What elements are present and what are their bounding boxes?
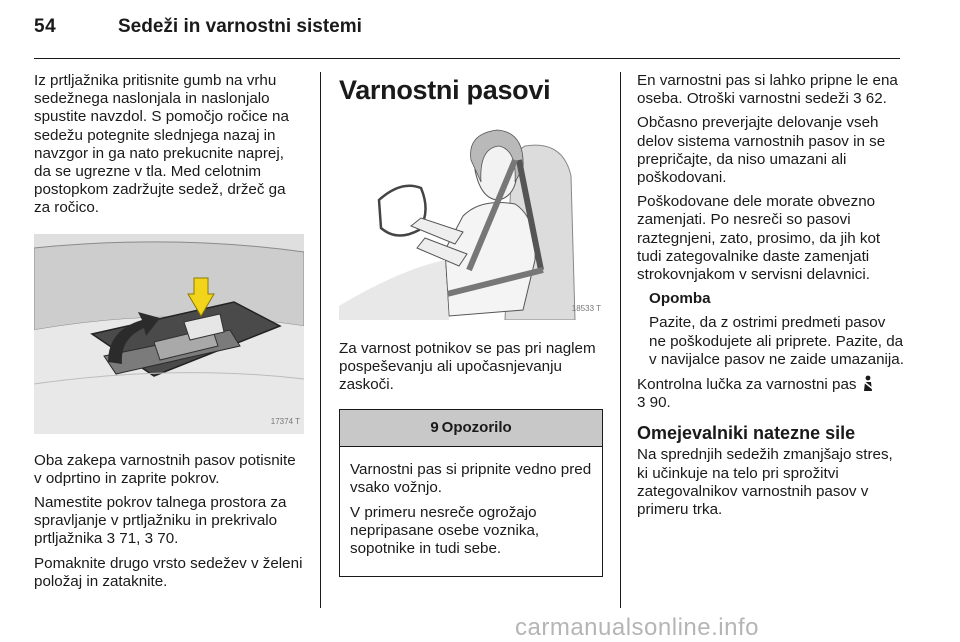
seatbelt-drawing [339, 120, 605, 320]
warning-text-2: V primeru nesreče ogrožajo nepripasane osebe voznika, sopotnike in tudi sebe. [350, 504, 540, 558]
seatbelt-paragraph-1: Za varnost potnikov se pas pri naglem pospeševanju ali upočasnjevanju zaskoči. [339, 340, 596, 394]
column-right [637, 72, 905, 525]
section-title: Sedeži in varnostni sistemi [118, 16, 362, 37]
warning-header [340, 410, 602, 447]
seatbelt-paragraph-2: En varnostni pas si lahko pripne le ena oseba. Otroški varnostni sedeži 3 62. [637, 72, 898, 108]
force-limiter-paragraph: Na sprednjih sedežih zmanjšajo stres, ki učinkuje na telo pri sprožitvi zategovalnikov varnostnih pasov v primeru trka. [637, 446, 893, 519]
seat-lever-illustration [34, 234, 304, 434]
watermark: carmanualsonline.info [515, 614, 759, 641]
note-text: Pazite, da z ostrimi predmeti pasov ne poškodujete ali priprete. Pazite, da v navijalce pasov ne zaide umazanija. [649, 314, 904, 368]
page-reference[interactable]: 3 71, 3 70. [106, 530, 179, 548]
instruction-paragraph-4: Pomaknite drugo vrsto sedežev v želeni položaj in zataknite. [34, 554, 303, 590]
seatbelt-illustration [339, 120, 605, 320]
figure-code: 18533 T [571, 303, 601, 313]
page-reference[interactable]: 3 62. [853, 90, 887, 108]
instruction-paragraph-2: Oba zakepa varnostnih pasov potisnite v odprtino in zaprite pokrov. [34, 451, 296, 487]
seatbelt-paragraph-3: Občasno preverjajte delovanje vseh delov sistema varnostnih pasov in se prepričajte, da niso umazani ali poškodovani. [637, 114, 886, 187]
seatbelt-warning-icon [861, 375, 875, 391]
figure-code: 17374 T [270, 417, 300, 427]
seatbelt-paragraph-5: Kontrolna lučka za varnostni pas 3 90. [637, 375, 905, 412]
page-reference[interactable]: 3 90. [637, 394, 671, 412]
instruction-paragraph-3: Namestite pokrov talnega prostora za spravljanje v prtljažniku in prekrivalo prtljažnika 3 71, 3 70. [34, 494, 287, 548]
heading-seat-belts: Varnostni pasovi [339, 75, 551, 105]
warning-triangle-icon: 9 [430, 418, 439, 436]
seatbelt-paragraph-4: Poškodovane dele morate obvezno zamenjati. Po nesreči so pasovi raztegnjeni, zato, prosimo, da jih kot tudi zategovalnike daste zamenjati strokovnjakom v servisni delavnici. [637, 193, 881, 284]
column-divider-1 [320, 72, 321, 608]
header-rule [34, 58, 900, 59]
page-number: 54 [34, 16, 57, 37]
note-title: Opomba [649, 290, 711, 308]
warning-text-1: Varnostni pas si pripnite vedno pred vsako vožnjo. [350, 460, 592, 496]
seat-lever-drawing [34, 234, 304, 434]
instruction-paragraph-1: Iz prtljažnika pritisnite gumb na vrhu sedežnega naslonjala in naslonjalo spustite navzdol. S pomočjo ročice na sedežu potegnite slednjega nazaj in navzgor in ga nato prekucnite naprej, da se ugrezne v tla. Med celotnim postopkom zadržujte sedež, držeč ga za ročico. [34, 72, 289, 217]
column-divider-2 [620, 72, 621, 608]
heading-force-limiters: Omejevalniki natezne sile [637, 423, 856, 444]
column-middle [339, 72, 605, 577]
column-left [34, 72, 304, 597]
note-block [637, 290, 905, 369]
warning-body [340, 447, 602, 576]
warning-title: Opozorilo [441, 418, 512, 436]
warning-box [339, 409, 603, 577]
